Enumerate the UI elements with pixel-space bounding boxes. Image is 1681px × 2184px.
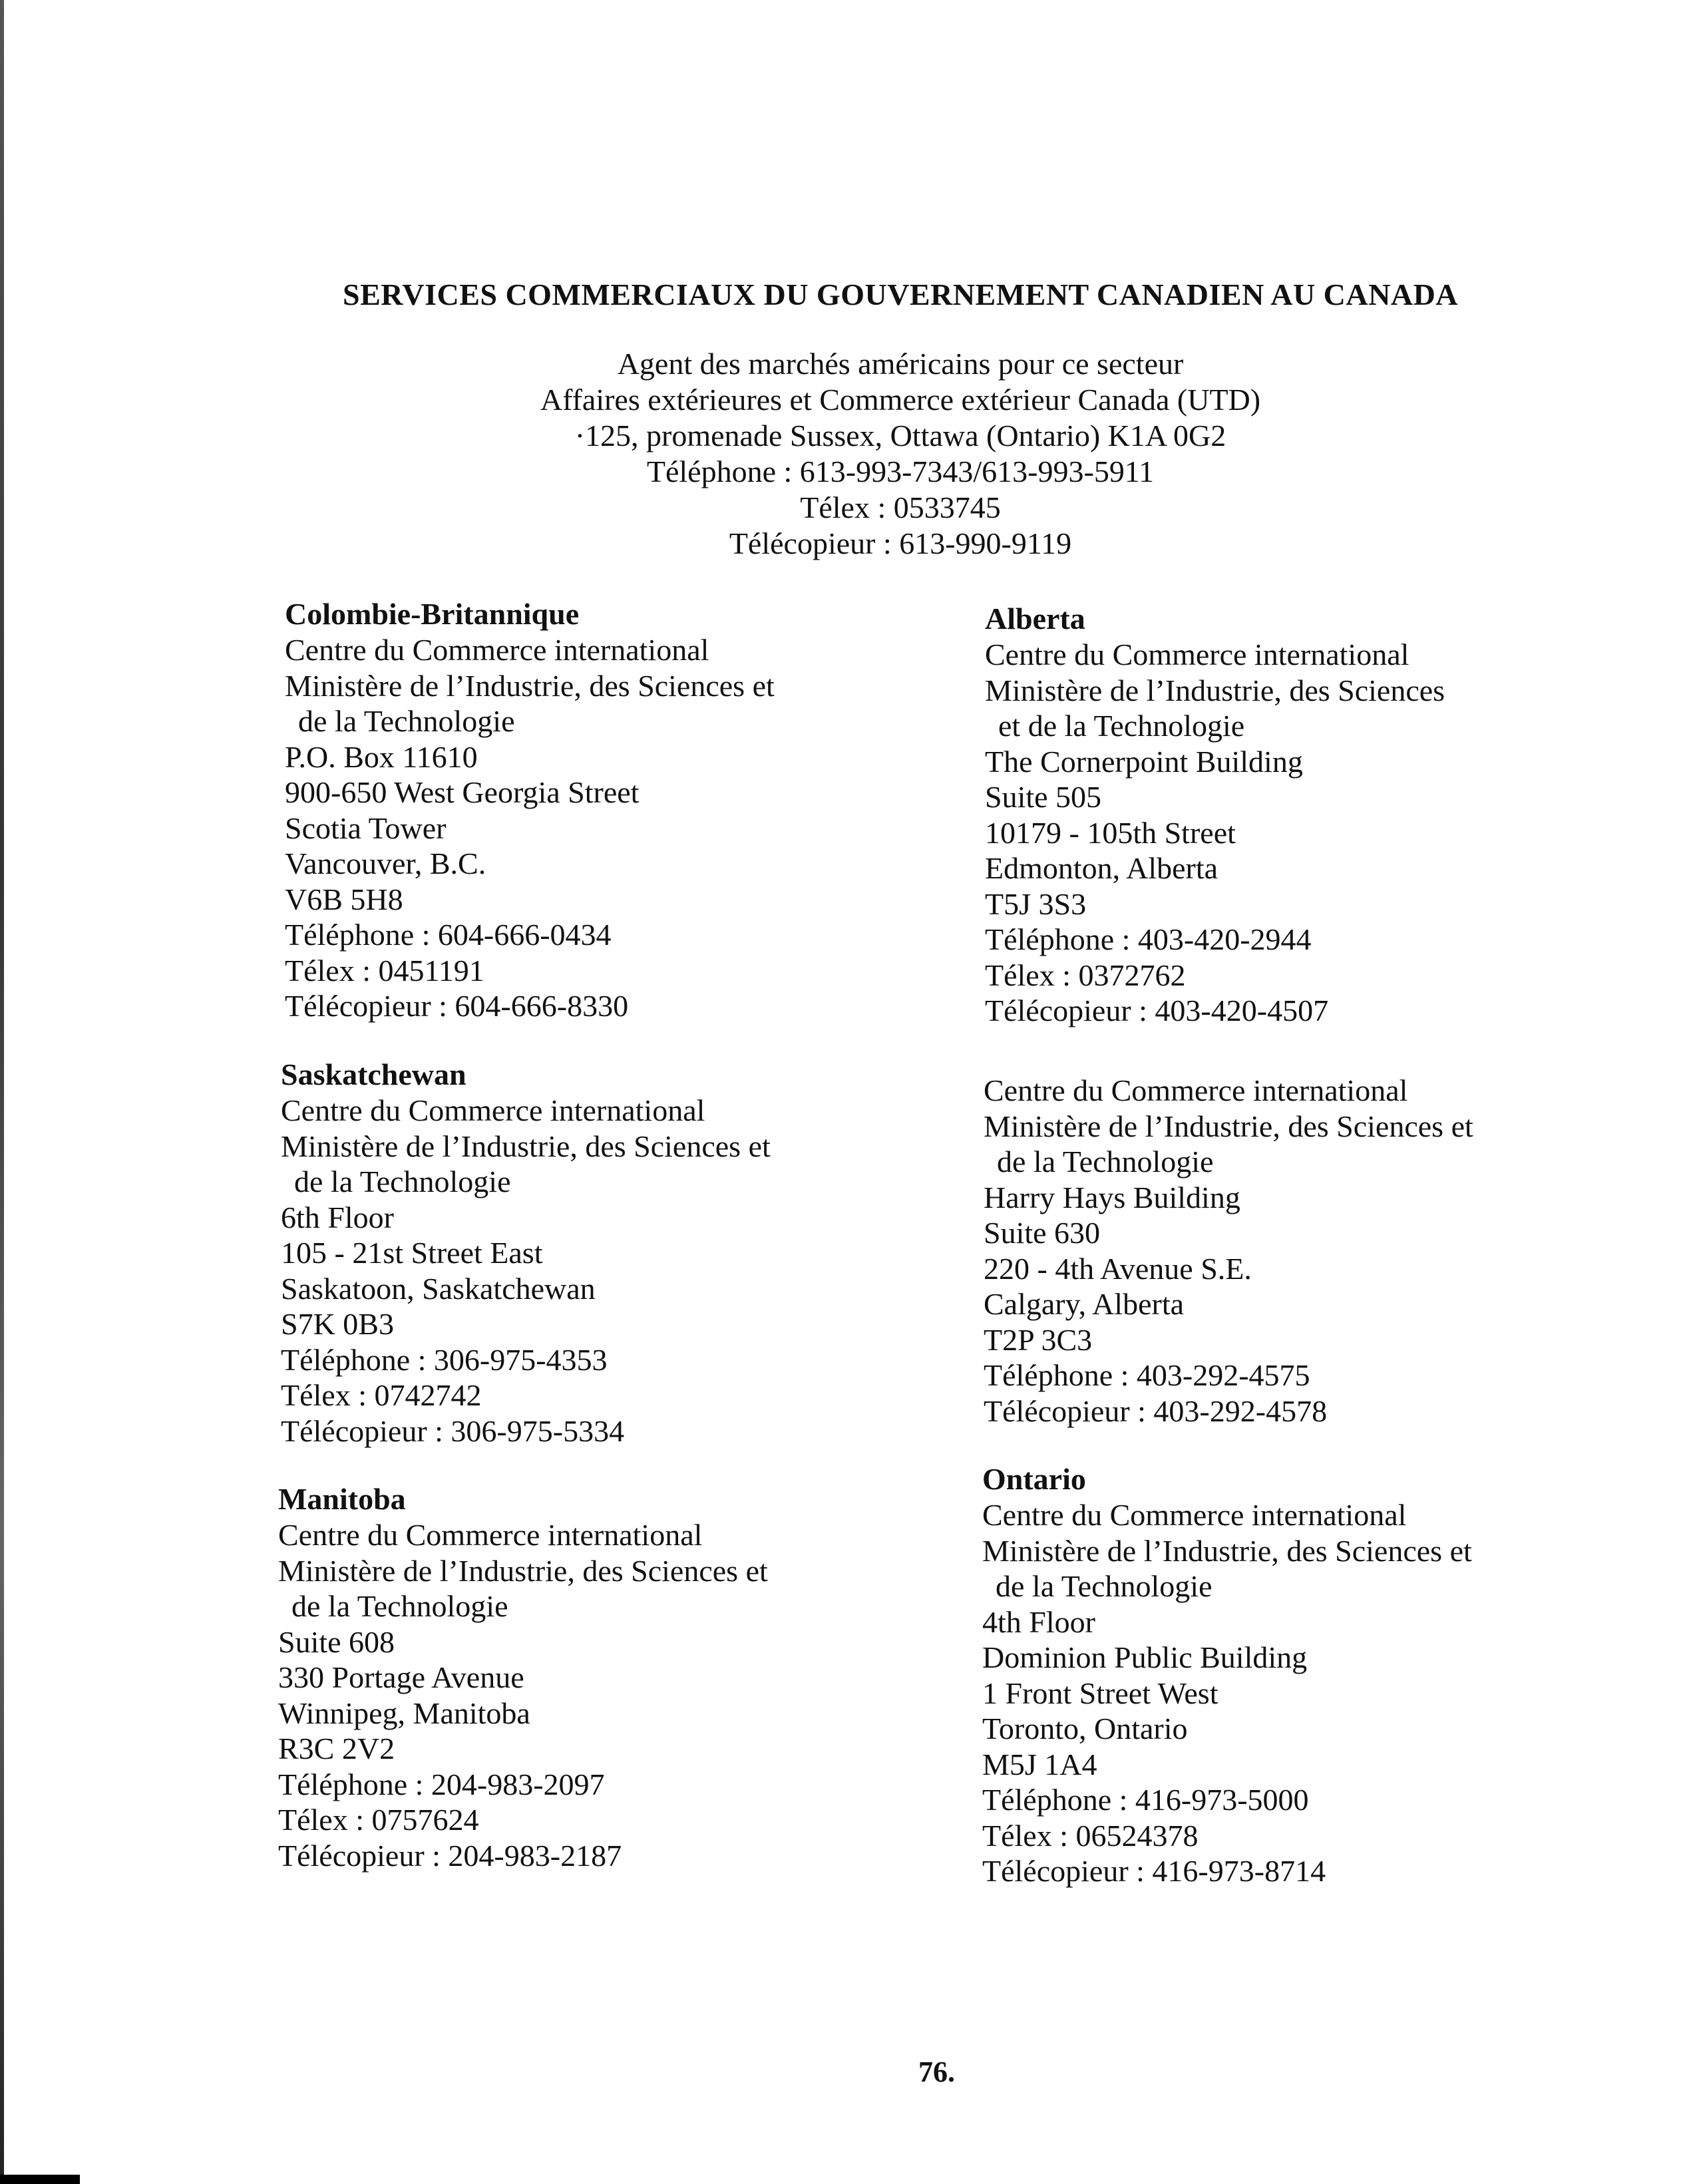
office-line: Dominion Public Building — [982, 1640, 1308, 1674]
office-line: Télécopieur : 416-973-8714 — [982, 1854, 1326, 1888]
office-line: Centre du Commerce international — [281, 1093, 705, 1127]
office-name: Alberta — [985, 602, 1085, 636]
office-line: Centre du Commerce international — [278, 1518, 703, 1552]
office-line: Téléphone : 604-666-0434 — [285, 918, 612, 952]
office-line: Calgary, Alberta — [984, 1287, 1185, 1321]
office-manitoba — [278, 1481, 944, 1873]
office-line: Centre du Commerce international — [985, 637, 1409, 671]
office-line: Vancouver, B.C. — [285, 846, 486, 880]
office-saskatchewan — [281, 1057, 946, 1449]
office-line: The Cornerpoint Building — [985, 744, 1303, 779]
office-line: de la Technologie — [298, 704, 515, 738]
header-line: ·125, promenade Sussex, Ottawa (Ontario) K1A 0G2 — [574, 419, 1226, 453]
office-line: Téléphone : 403-292-4575 — [984, 1358, 1310, 1392]
office-line: Téléphone : 416-973-5000 — [982, 1783, 1309, 1817]
office-line: de la Technologie — [997, 1145, 1214, 1179]
header-line: Télex : 0533745 — [800, 490, 1001, 524]
office-line: de la Technologie — [294, 1165, 511, 1198]
office-line: Ministère de l’Industrie, des Sciences et — [285, 668, 775, 703]
office-line: de la Technologie — [291, 1589, 508, 1623]
office-line: 900-650 West Georgia Street — [285, 775, 640, 809]
office-line: 10179 - 105th Street — [985, 815, 1236, 850]
page-number: 76. — [918, 2056, 955, 2088]
office-line: 330 Portage Avenue — [278, 1660, 524, 1694]
office-ontario — [982, 1461, 1648, 1889]
office-name: Colombie-Britannique — [285, 597, 580, 631]
office-line: Saskatoon, Saskatchewan — [281, 1271, 596, 1306]
office-line: 220 - 4th Avenue S.E. — [984, 1251, 1252, 1286]
scan-edge — [0, 0, 4, 2184]
scan-corner — [0, 2175, 80, 2184]
office-line: Ministère de l’Industrie, des Sciences et — [982, 1533, 1472, 1568]
office-line: P.O. Box 11610 — [285, 739, 478, 774]
header-line: Téléphone : 613-993-7343/613-993-5911 — [646, 455, 1155, 488]
document-title: SERVICES COMMERCIAUX DU GOUVERNEMENT CANADIEN AU CANADA — [342, 277, 1459, 311]
office-line: T2P 3C3 — [984, 1322, 1093, 1357]
header-line: Agent des marchés américains pour ce secteur — [617, 347, 1184, 381]
office-line: Edmonton, Alberta — [985, 851, 1218, 885]
office-line: Suite 608 — [278, 1624, 395, 1659]
office-line: Centre du Commerce international — [285, 633, 709, 667]
office-line: Télécopieur : 306-975-5334 — [281, 1413, 625, 1448]
header-contact-block — [0, 346, 1681, 562]
office-line: Toronto, Ontario — [982, 1712, 1188, 1745]
office-line: Harry Hays Building — [984, 1180, 1240, 1214]
office-line: V6B 5H8 — [285, 882, 403, 916]
office-line: 105 - 21st Street East — [281, 1236, 543, 1270]
office-line: Téléphone : 403-420-2944 — [985, 922, 1312, 956]
office-alberta-calgary — [984, 1073, 1649, 1429]
office-line: Ministère de l’Industrie, des Sciences et — [984, 1109, 1473, 1143]
office-line: de la Technologie — [996, 1569, 1213, 1603]
office-line: R3C 2V2 — [278, 1731, 395, 1765]
office-line: Télex : 0742742 — [281, 1378, 482, 1412]
office-line: Ministère de l’Industrie, des Sciences — [985, 673, 1445, 707]
office-name: Manitoba — [278, 1482, 406, 1516]
office-name: Saskatchewan — [281, 1057, 467, 1091]
office-line: Téléphone : 204-983-2097 — [278, 1767, 605, 1801]
office-line: Scotia Tower — [285, 811, 447, 845]
office-line: Suite 505 — [985, 780, 1102, 814]
office-line: Télécopieur : 403-292-4578 — [984, 1393, 1328, 1428]
office-line: Suite 630 — [984, 1216, 1101, 1250]
office-line: Télécopieur : 204-983-2187 — [278, 1838, 622, 1873]
office-line: Centre du Commerce international — [984, 1073, 1408, 1107]
office-alberta-edmonton — [985, 601, 1650, 1029]
office-line: Centre du Commerce international — [982, 1498, 1407, 1532]
office-line: 4th Floor — [982, 1604, 1095, 1639]
office-line: et de la Technologie — [998, 709, 1245, 743]
office-line: Télécopieur : 604-666-8330 — [285, 989, 629, 1023]
header-line: Télécopieur : 613-990-9119 — [729, 526, 1072, 560]
office-name: Ontario — [982, 1462, 1086, 1496]
office-line: 6th Floor — [281, 1200, 394, 1234]
office-line: S7K 0B3 — [281, 1307, 394, 1341]
office-line: Télex : 0757624 — [278, 1803, 479, 1837]
office-line: Téléphone : 306-975-4353 — [281, 1342, 608, 1377]
office-line: M5J 1A4 — [982, 1747, 1097, 1781]
office-colombie-britannique — [285, 596, 950, 1024]
office-line: Télex : 06524378 — [982, 1818, 1199, 1853]
office-line: Winnipeg, Manitoba — [278, 1696, 530, 1730]
office-line: Télex : 0451191 — [285, 953, 484, 988]
office-line: T5J 3S3 — [985, 886, 1087, 921]
header-line: Affaires extérieures et Commerce extérieur Canada (UTD) — [540, 383, 1261, 417]
office-line: Ministère de l’Industrie, des Sciences et — [278, 1553, 768, 1588]
office-line: Télex : 0372762 — [985, 958, 1186, 992]
office-line: Télécopieur : 403-420-4507 — [985, 994, 1329, 1027]
office-line: 1 Front Street West — [982, 1676, 1218, 1710]
office-line: Ministère de l’Industrie, des Sciences et — [281, 1129, 771, 1163]
